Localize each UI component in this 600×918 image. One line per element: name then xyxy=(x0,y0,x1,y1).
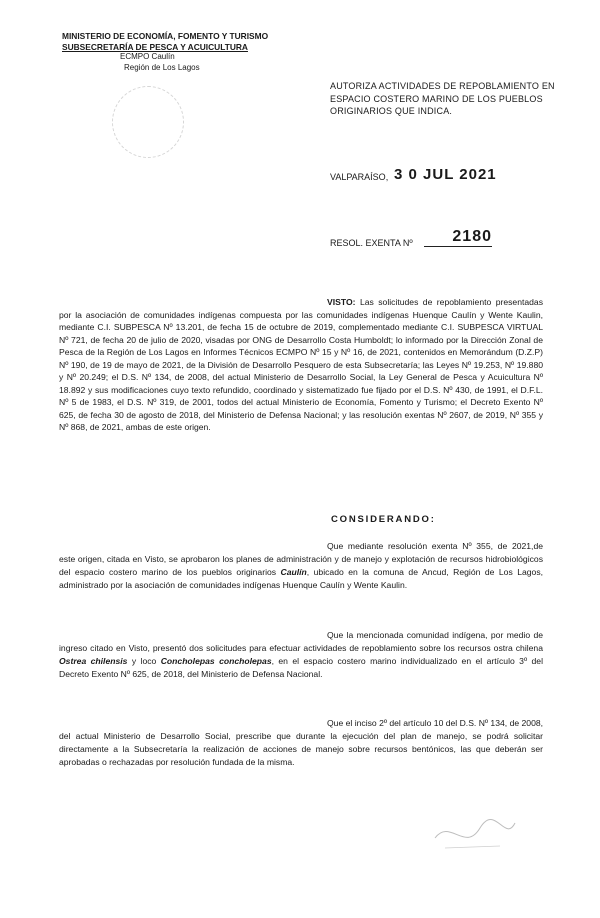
paragraph-lead: Que mediante resolución exenta Nº 355, de xyxy=(327,541,508,551)
visto-label: VISTO: xyxy=(327,297,356,307)
paragraph-text: y loco xyxy=(131,656,157,666)
letterhead xyxy=(62,31,268,73)
subsecretaria-name: SUBSECRETARÍA DE PESCA Y ACUICULTURA xyxy=(62,41,248,52)
considerando-paragraph-3 xyxy=(59,717,543,769)
considerando-paragraph-2 xyxy=(59,629,543,681)
species-name: Concholepas concholepas xyxy=(160,656,272,666)
considerando-heading: CONSIDERANDO: xyxy=(331,514,436,525)
considerando-paragraph-1 xyxy=(59,540,543,592)
paragraph-text: , en el espacio costero marino individualizado en el artículo 3º del Decreto Exento Nº 625, de 2018, del Ministerio de Defensa Nacional. xyxy=(59,656,543,679)
paragraph-lead: Que el inciso 2º del artículo 10 del D.S. Nº 134, xyxy=(327,718,508,728)
ecmpo-name-emphasis: Caulín xyxy=(280,567,307,577)
place-label: VALPARAÍSO, xyxy=(330,172,389,182)
paragraph-text: medio de ingreso citado en Visto, presentó dos solicitudes para efectuar actividades de repoblamiento sobre los recursos ostra chilena xyxy=(59,630,544,653)
resolution-number: 2180 xyxy=(424,228,492,247)
resolution-label: RESOL. EXENTA Nº xyxy=(330,238,413,248)
ministry-name: MINISTERIO DE ECONOMÍA, FOMENTO Y TURISMO xyxy=(62,31,269,41)
document-title: AUTORIZA ACTIVIDADES DE REPOBLAMIENTO EN ESPACIO COSTERO MARINO DE LOS PUEBLOS ORIGINARIOS QUE INDICA. xyxy=(330,81,555,116)
paragraph-lead: Que la mencionada comunidad indígena, por xyxy=(327,630,504,640)
species-name: Ostrea chilensis xyxy=(59,656,128,666)
signature-mark-icon xyxy=(430,808,520,858)
visto-text: Las solicitudes de repoblamiento presentadas por la asociación de comunidades indígenas compuesta por las comunidades indígenas Huenque Caulín y Wente Kaulin, mediante C.I. SUBPESCA Nº 13.201, de fecha 15 de octubre de 2019, complementado mediante C.I. SUBPESCA VIRTUAL Nº 721, de fecha 20 de julio de 2020, visadas por ONG de Desarrollo Costa Humboldt; lo informado por la Dirección Zonal de Pesca de la Región de Los Lagos en Informes Técnicos ECMPO Nº 15 y Nº 16, de 2021, contenidos en Memorándum (D.Z.P) Nº 190, de 19 de mayo de 2021, de la División de Desarrollo Pesquero de esta Subsecretaría; las Leyes Nº 19.253, Nº 19.880 y Nº 20.249; el D.S. Nº 134, de 2008, del actual Ministerio de Desarrollo Social, la Ley General de Pesca y Acuicultura Nº 18.892 y sus modificaciones cuyo texto refundido, coordinado y sistematizado fue fijado por el D.S. Nº 430, de 1991, el D.F.L. Nº 5 de 1983, el D.S. Nº 319, de 2001, todos del actual Ministerio de Economía, Fomento y Turismo; el Decreto Exento Nº 625, de fecha 30 de agosto de 2018, del Ministerio de Defensa Nacional; y las resolución exentas Nº 2607, de 2019, Nº 355 y Nº 868, de 2021, ambas de este origen. xyxy=(59,297,544,432)
official-seal-icon xyxy=(112,86,184,158)
paragraph-text: 2021,de este origen, citada en Visto, se aprobaron los planes de administración y de manejo y explotación de recursos hidrobiológicos del espacio costero marino de los pueblos originarios xyxy=(59,541,544,577)
paragraph-text: de 2008, del actual Ministerio de Desarrollo Social, prescribe que durante la ejecución del plan de manejo, se podrá solicitar directamente a la Subsecretaría la realización de acciones de manejo sobre recursos bentónicos, las que deberán ser aprobadas o rechazadas por resolución fundada de la misma. xyxy=(59,718,544,767)
region-name: Región de Los Lagos xyxy=(124,62,200,72)
date-stamp: 3 0 JUL 2021 xyxy=(394,166,497,183)
ecmpo-name: ECMPO Caulín xyxy=(120,52,175,61)
paragraph-text: , ubicado en la comuna de Ancud, Región de Los Lagos, administrado por la asociación de comunidades indígenas Huenque Caulín y Wente Kaulin. xyxy=(59,567,544,590)
visto-section xyxy=(59,296,543,434)
